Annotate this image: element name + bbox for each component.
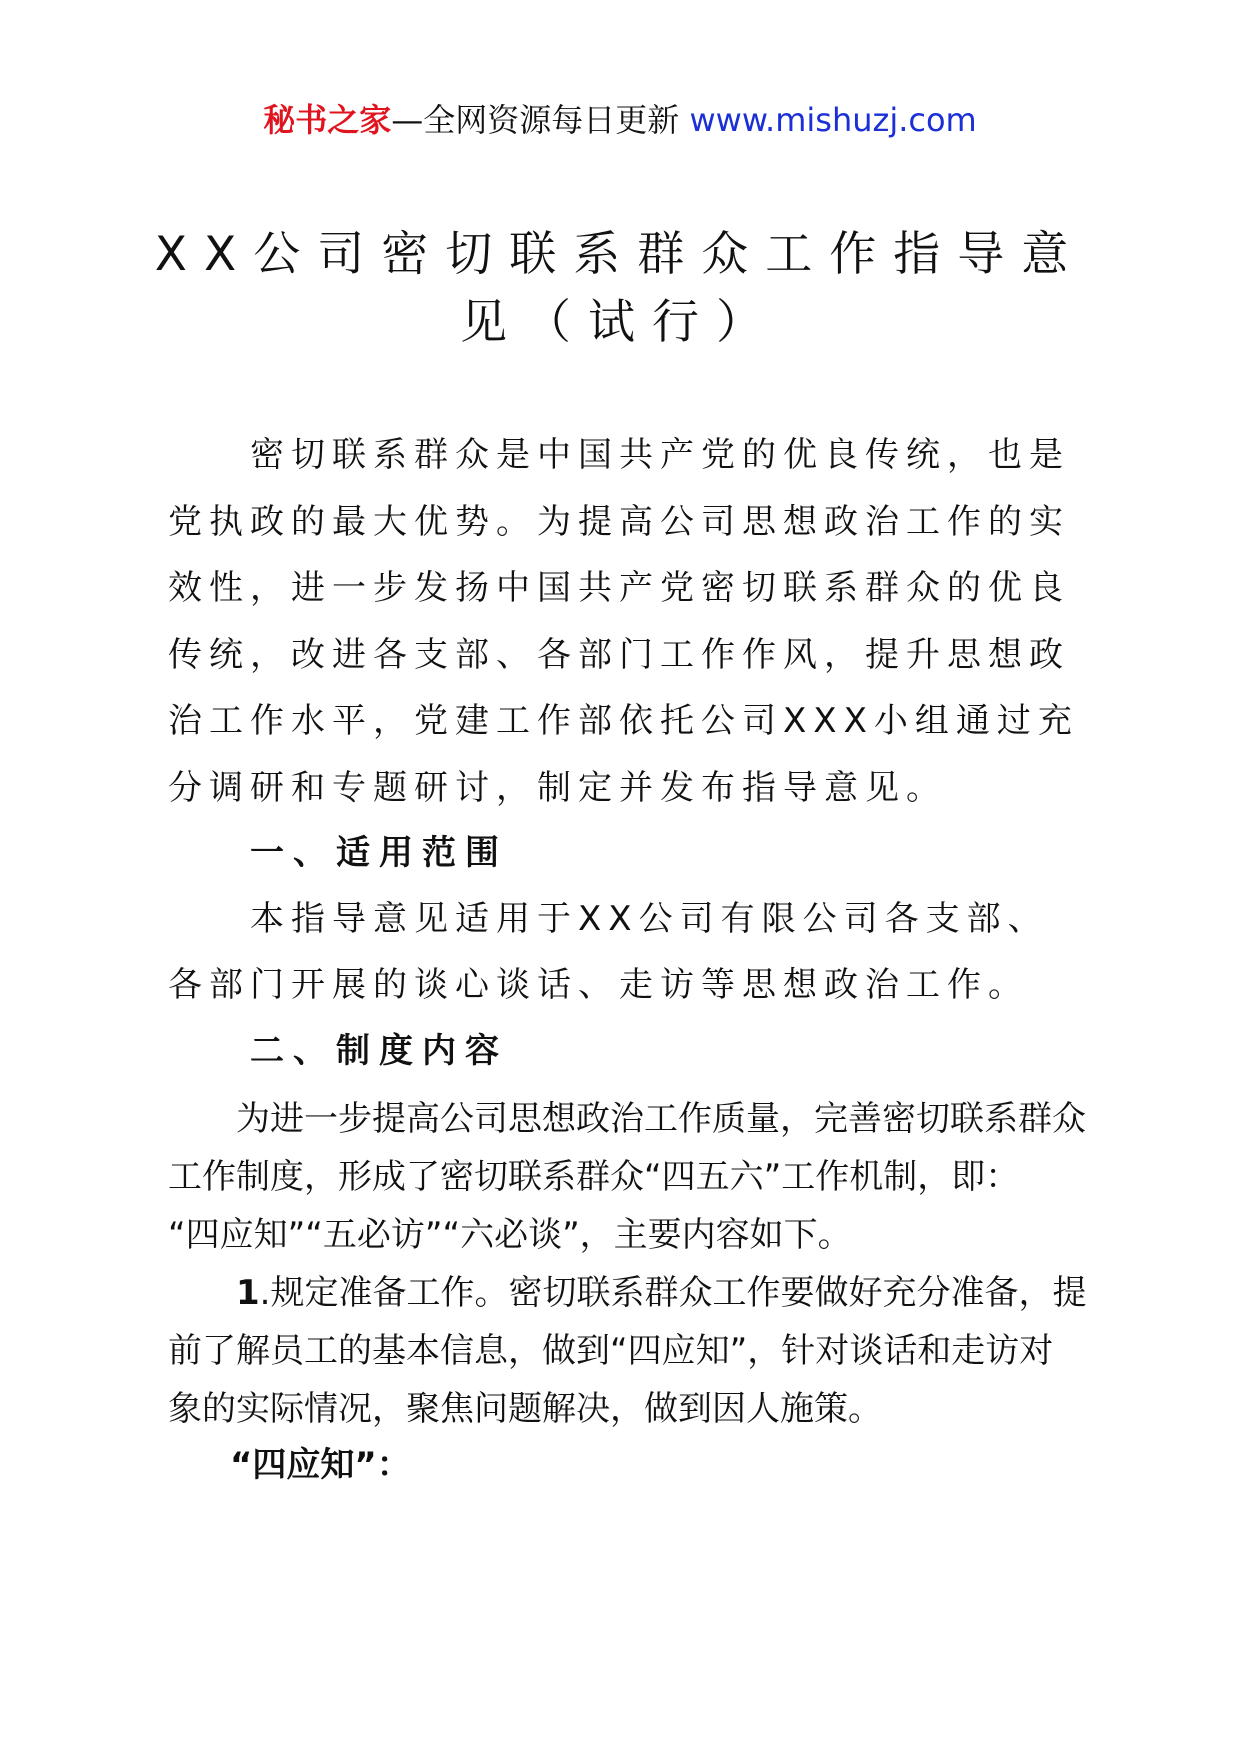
scope-line: 各部门开展的谈心谈话、走访等思想政治工作。 [168,965,1029,1005]
content-line: 为进一步提高公司思想政治工作质量，完善密切联系群众 [236,1099,1086,1139]
intro-line: 效性，进一步发扬中国共产党密切联系群众的优良 [168,568,1070,608]
content-line: “四应知”“五必访”“六必谈”，主要内容如下。 [168,1215,852,1255]
scope-paragraph [168,886,1088,1018]
intro-line: 分调研和专题研讨，制定并发布指导意见。 [168,767,947,808]
section-heading-scope: 一、适用范围 [250,833,508,873]
intro-line: 治工作水平，党建工作部依托公司XXX小组通过充 [168,701,1079,741]
item-1-line [168,1264,1088,1322]
intro-line: 党执政的最大优势。为提高公司思想政治工作的实 [168,501,1070,542]
content-paragraph [168,1090,1088,1264]
item-1-line: 象的实际情况，聚焦问题解决，做到因人施策。 [168,1389,882,1429]
intro-line: 传统，改进各支部、各部门工作作风，提升思想政 [168,634,1070,675]
item-1-line: 前了解员工的基本信息，做到“四应知”，针对谈话和走访对 [168,1331,1054,1371]
item-1-paragraph [168,1264,1088,1438]
document-title-line-2: 见（试行） [460,295,780,350]
header-banner [0,98,1240,142]
item-number: 1 [236,1273,260,1313]
header-slogan: —全网资源每日更新 [391,101,690,139]
site-url[interactable]: www.mishuzj.com [689,101,977,139]
intro-paragraph [168,422,1088,821]
intro-line: 密切联系群众是中国共产党的优良传统，也是 [250,435,1070,475]
brand-name: 秘书之家 [263,101,392,139]
item-1-text: .规定准备工作。密切联系群众工作要做好充分准备，提 [259,1273,1087,1313]
subheading-four-should-know: “四应知”： [230,1445,411,1485]
scope-line: 本指导意见适用于XX公司有限公司各支部、 [250,899,1049,939]
content-line: 工作制度，形成了密切联系群众“四五六”工作机制，即： [168,1157,1020,1197]
document-title-line-1: XX公司密切联系群众工作指导意 [154,227,1086,282]
section-heading-content: 二、制度内容 [250,1031,508,1071]
